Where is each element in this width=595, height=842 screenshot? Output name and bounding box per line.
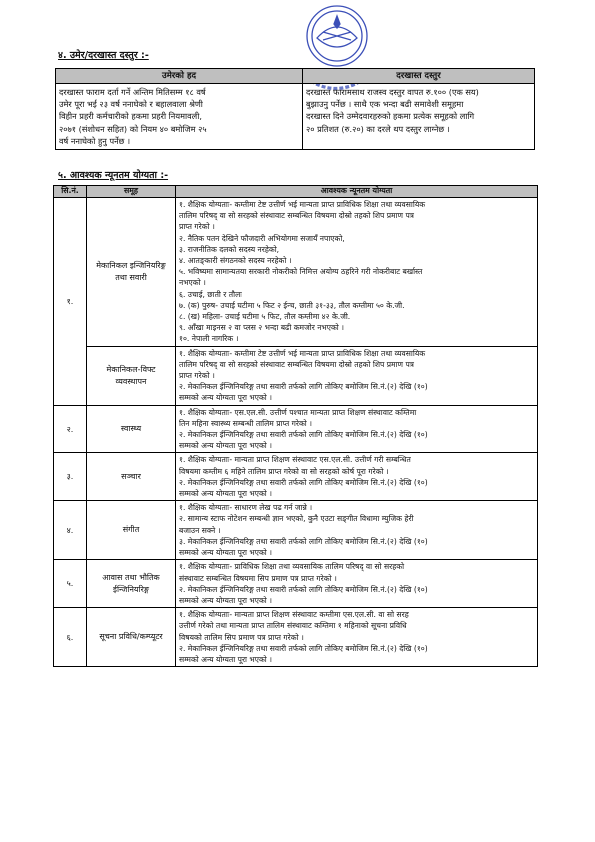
age-limit-cell: [56, 84, 303, 150]
qualification-cell: [176, 453, 538, 501]
group-header: समूह: [87, 186, 176, 198]
qualification-line: ९. आँखा माइनस २ वा प्लस २ भन्दा बढी कमजोर नभएको ।: [179, 323, 345, 333]
qualification-cell: [176, 198, 538, 347]
qualification-line: ६. उचाई, छाती र तौलः: [179, 289, 242, 299]
qualification-line: सम्मको अन्य योग्यता पूरा भएको ।: [179, 595, 273, 605]
table-row: [54, 560, 538, 608]
qualification-line: सम्मको अन्य योग्यता पूरा भएको ।: [179, 654, 273, 664]
qualification-cell: [176, 608, 538, 667]
qualification-line: २. मेकानिकल ईन्जिनियरिङ्ग तथा सवारी तर्फको लागि तोकिए बमोजिम सि.नं.(२) देखि (१०): [179, 477, 428, 487]
qualification-line: १. शैक्षिक योग्यताः- एस.एल.सी. उत्तीर्ण पश्चात मान्यता प्राप्त शिक्षण संस्थावाट कम्तिमा: [179, 407, 417, 417]
qualification-cell: [176, 501, 538, 560]
text-line: दरखास्त दिने उम्मेदवारहरुको हकमा प्रत्येक समूहको लागि: [306, 111, 475, 122]
qualification-line: २. मेकानिकल ईन्जिनियरिङ्ग तथा सवारी तर्फको लागि तोकिए बमोजिम सि.नं.(२) देखि (१०): [179, 382, 428, 392]
text-line: विहीन प्रहरी कर्मचारीको हकमा प्रहरी नियमावली,: [59, 111, 202, 122]
text-line: वर्ष ननाघेको हुनु पर्नेछ ।: [59, 135, 131, 146]
qualification-line: २. सामान्य स्टाफ नोटेशन सम्बन्धी ज्ञान भएको, कुनै एउटा सङ्‌गीत विधामा म्युजिक हेरी: [179, 514, 414, 524]
group-name: संगीत: [87, 501, 176, 560]
application-fee-cell: [303, 84, 535, 150]
qualification-line: ४. आतङ्‌कारी संगठनको सदस्य नरहेको ।: [179, 256, 292, 266]
qualification-line: उत्तीर्ण गरेको तथा मान्यता प्राप्त तालिम संस्थावाट कम्तिमा १ महिनाको सूचना प्रविधि: [179, 621, 407, 631]
text-line: बुझाउनु पर्नेछ । साथै एक भन्दा बढी समावेशी समूहमा: [306, 99, 464, 110]
serial-number: २.: [54, 405, 87, 453]
text-line: दरखास्त फाराम दर्ता गर्ने अन्तिम मितिसम्म १८ वर्ष: [59, 87, 206, 97]
group-name: आवास तथा भौतिक ईन्जिनियरिङ्ग: [87, 560, 176, 608]
age-fee-table: [55, 68, 535, 150]
serial-number: १.: [54, 198, 87, 406]
qualification-line: तालिम परिषद् वा सो सरहको संस्थावाट सम्बन्धित विषयमा दोस्रो तहको शिप प्रमाण पत्र: [179, 211, 414, 221]
qualification-line: ५. भविष्यमा सामान्यतया सरकारी नोकरीको निमित्त अयोग्य ठहरिने गरी नोकरीबाट बर्खास्त: [179, 267, 423, 277]
qualification-cell: [176, 560, 538, 608]
group-name: सूचना प्रविधि/कम्प्यूटर: [87, 608, 176, 667]
qualification-line: सम्मको अन्य योग्यता पूरा भएको ।: [179, 489, 273, 499]
qualification-header: आवश्यक न्यूनतम योग्यता: [176, 186, 538, 198]
qualification-line: १. शैक्षिक योग्यताः- प्राविधिक शिक्षा तथा व्यवसायिक तालिम परिषद् वा सो सरहको: [179, 562, 405, 572]
qualification-line: २. मेकानिकल ईन्जिनियरिङ्ग तथा सवारी तर्फको लागि तोकिए बमोजिम सि.नं.(२) देखि (१०): [179, 643, 428, 653]
section5-title: ५. आवश्यक न्यूनतम योग्यता :-: [58, 170, 169, 181]
qualification-line: २. मेकानिकल ईन्जिनियरिङ्ग तथा सवारी तर्फको लागि तोकिए बमोजिम सि.नं.(२) देखि (१०): [179, 584, 428, 594]
table-row: [54, 501, 538, 560]
qualification-line: सम्मको अन्य योग्यता पूरा भएको ।: [179, 393, 273, 403]
qualification-line: तालिम परिषद् वा सो सरहको संस्थावाट सम्बन्धित विषयमा दोस्रो तहको शिप प्रमाण पत्र: [179, 359, 414, 369]
qualification-line: १. शैक्षिक योग्यताः- साधारण लेख पढ गर्न जान्ने ।: [179, 503, 313, 513]
qualification-line: १. शैक्षिक योग्यताः- मान्यता प्राप्त शिक्षण संस्थावाट एस.एल.सी. उत्तीर्ण गरी सम्बन्धित: [179, 455, 411, 465]
qualification-line: सम्मको अन्य योग्यता पूरा भएको ।: [179, 441, 273, 451]
qualification-line: संस्थावाट सम्बन्धित विषयमा सिप प्रमाण पत्र प्राप्त गरेको ।: [179, 573, 337, 583]
qualification-line: १. शैक्षिक योग्यताः- कम्तीमा टेष्ट उत्तीर्ण भई मान्यता प्राप्त प्राविधिक शिक्षा तथा व्यवसायिक: [179, 348, 426, 358]
qualification-line: विषयमा कम्तीम ६ महिने तालिम प्राप्त गरेको वा सो सरहको कोर्ष पूरा गरेको ।: [179, 466, 389, 476]
table-row: [54, 198, 538, 347]
qualification-line: २. मेकानिकल ईन्जिनियरिङ्ग तथा सवारी तर्फको लागि तोकिए बमोजिम सि.नं.(२) देखि (१०): [179, 430, 428, 440]
group-name: मेकानिकल-विफ्ट व्यवस्थापन: [87, 346, 176, 405]
serial-header: सि.नं.: [54, 186, 87, 198]
qualification-line: प्राप्त गरेको ।: [179, 222, 215, 232]
qualification-line: १. शैक्षिक योग्यताः- कम्तीमा टेष्ट उत्तीर्ण भई मान्यता प्राप्त प्राविधिक शिक्षा तथा व्यवसायिक: [179, 200, 426, 209]
group-name: सञ्चार: [87, 453, 176, 501]
text-line: २०७१ (संशोधन सहित) को नियम ४० बमोजिम २५: [59, 123, 207, 134]
qualification-line: ३. मेकानिकल ईन्जिनियरिङ्ग तथा सवारी तर्फको लागि तोकिए बमोजिम सि.नं.(२) देखि (१०): [179, 536, 428, 546]
qualification-line: १. शैक्षिक योग्यताः- मान्यता प्राप्त शिक्षण संस्थावाट कम्तीमा एस.एल.सी. वा सो सरह: [179, 610, 409, 620]
serial-number: ५.: [54, 560, 87, 608]
table-row: [54, 346, 538, 405]
qualification-line: तिन महिना स्वास्थ्य सम्बन्धी तालिम प्राप्त गरेको ।: [179, 418, 313, 428]
qualification-line: विषयको तालिम सिप प्रमाण पत्र प्राप्त गरेको ।: [179, 632, 304, 642]
serial-number: ४.: [54, 501, 87, 560]
qualification-line: ३. राजनीतिक दलको सदस्य नरहेको,: [179, 244, 280, 254]
qualification-line: ७. (क) पुरुष- उचाई घटीमा ५ फिट २ ईन्च, छाती ३१-३३, तौल कम्तीमा ५० के.जी.: [179, 300, 405, 310]
qualification-cell: [176, 346, 538, 405]
table-row: [54, 608, 538, 667]
qualification-line: ८. (ख) महिला- उचाई घटीमा ५ फिट, तौल कम्तीमा ४२ के.जी.: [179, 312, 351, 322]
qualification-line: सम्मको अन्य योग्यता पूरा भएको ।: [179, 548, 273, 558]
text-line: २० प्रतिशत (रु.२०) का दरले थप दस्तुर लाग्नेछ ।: [306, 123, 450, 134]
qualification-table: [53, 185, 538, 667]
text-line: उमेर पूरा भई २३ वर्ष ननाघेको र बहालवाला श्रेणी: [59, 99, 203, 110]
qualification-line: १०. नेपाली नागरिक ।: [179, 334, 239, 344]
section4-title: ४. उमेर/दरखास्त दस्तुर :-: [58, 50, 149, 61]
application-fee-header: दरखास्त दस्तुर: [303, 69, 535, 84]
qualification-line: नभएको ।: [179, 278, 206, 288]
qualification-cell: [176, 405, 538, 453]
qualification-line: बजाउन सक्ने ।: [179, 525, 221, 535]
group-name: स्वास्थ्य: [87, 405, 176, 453]
text-line: दरखास्त फारामसाथ राजस्व दस्तुर वापत रु.१०० (एक सय): [306, 87, 479, 97]
serial-number: ३.: [54, 453, 87, 501]
group-name: मेकानिकल इन्जिनियरिङ्ग तथा सवारी: [87, 198, 176, 347]
table-row: [54, 453, 538, 501]
table-row: [54, 405, 538, 453]
qualification-line: प्राप्त गरेको ।: [179, 371, 215, 381]
serial-number: ६.: [54, 608, 87, 667]
age-limit-header: उमेरको हद: [56, 69, 303, 84]
qualification-line: २. नैतिक पतन देखिने फौजदारी अभियोगमा सजायँ नपाएको,: [179, 233, 345, 243]
